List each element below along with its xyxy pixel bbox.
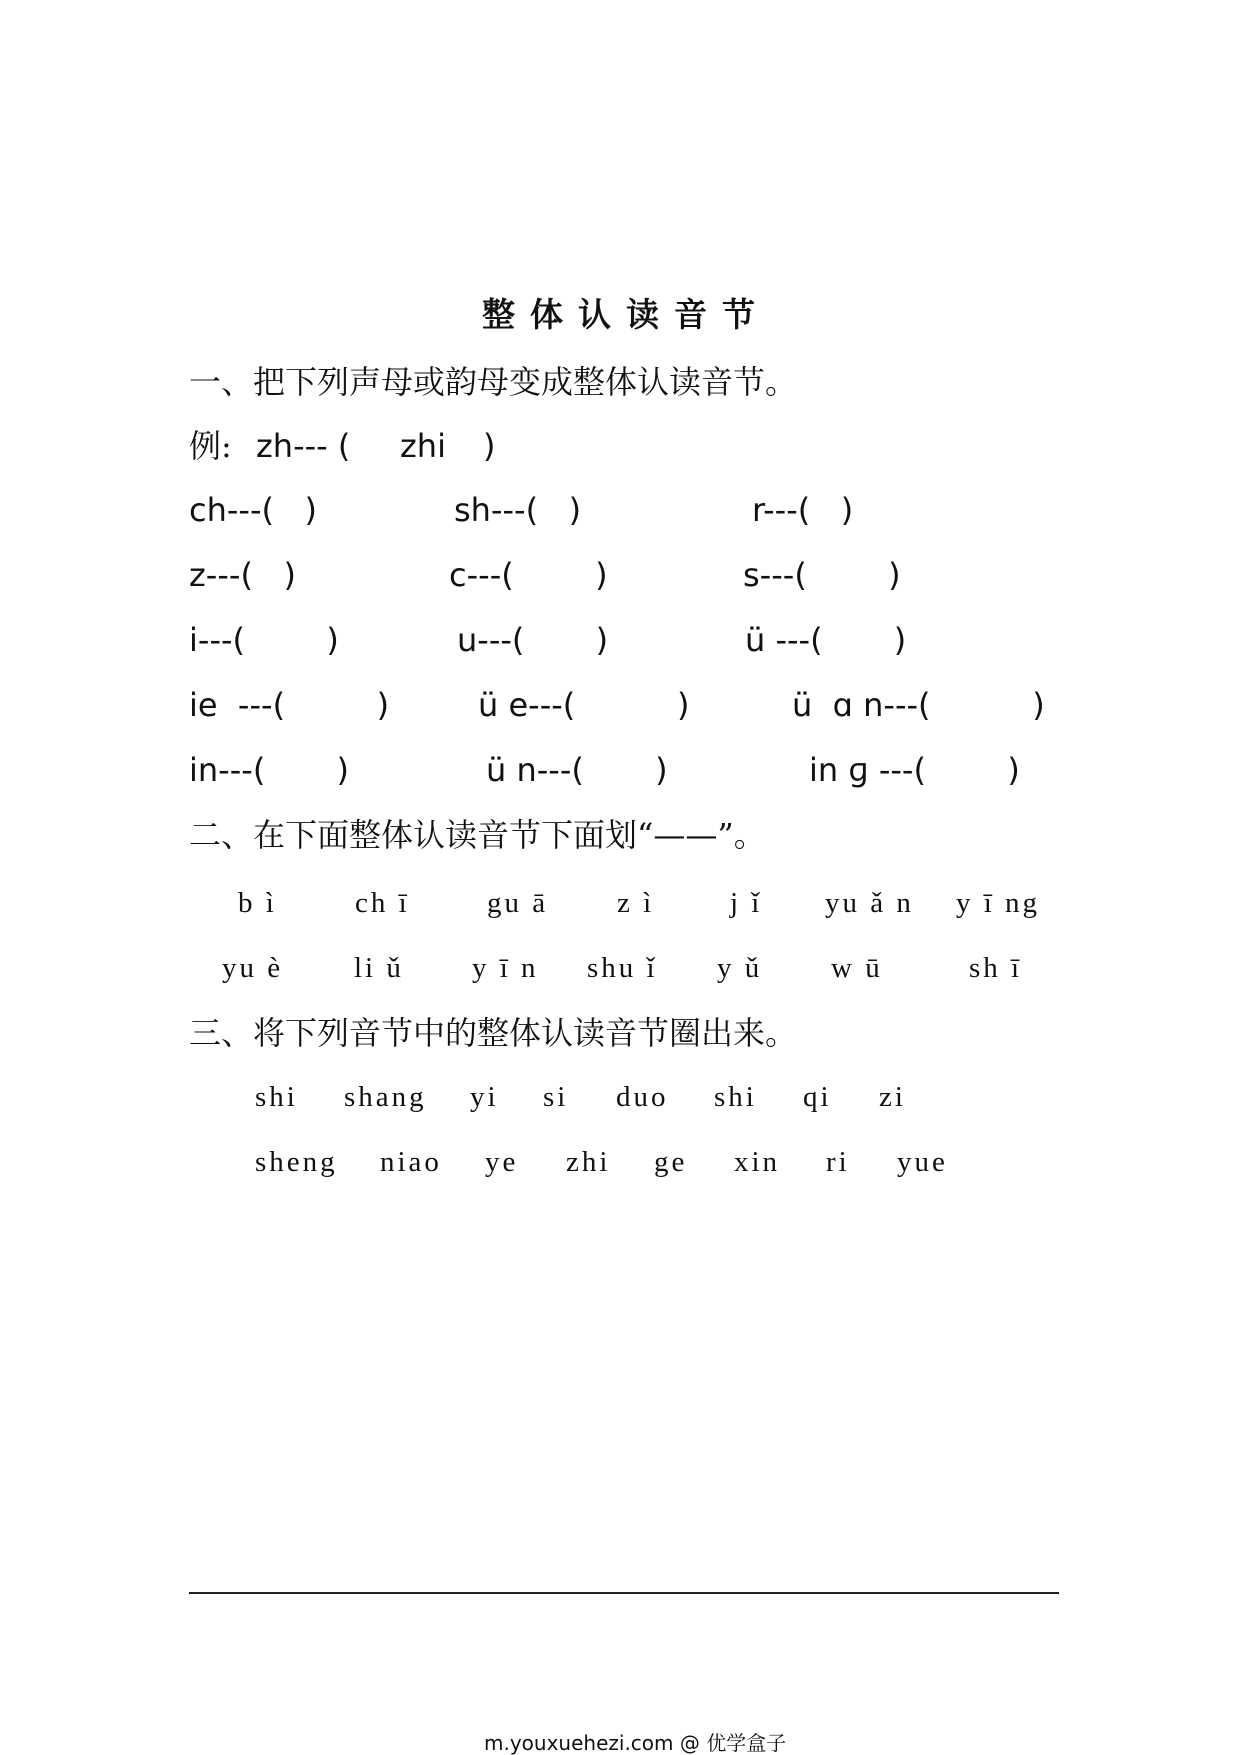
pinyin-syllable: ri — [826, 1146, 850, 1178]
exercise-item: ü ɑ n---( ) — [792, 686, 1045, 724]
pinyin-syllable: gu ā — [487, 887, 549, 919]
exercise-item: ch---( ) — [189, 491, 317, 529]
pinyin-syllable: sheng — [255, 1146, 338, 1178]
pinyin-syllable: yue — [897, 1146, 948, 1178]
pinyin-syllable: qi — [803, 1081, 832, 1113]
section-1-heading: 一、把下列声母或韵母变成整体认读音节。 — [189, 363, 798, 401]
page-title: 整体认读音节 — [482, 295, 770, 334]
exercise-item: ü n---( ) — [486, 751, 668, 789]
pinyin-syllable: zhi — [566, 1146, 611, 1178]
pinyin-syllable: shang — [344, 1081, 427, 1113]
example-item: zh--- ( — [256, 427, 351, 465]
footer-url: m.youxuehezi.com @ 优学盒子 — [484, 1731, 787, 1755]
exercise-item: in ɡ ---( ) — [809, 751, 1020, 789]
pinyin-syllable: sh ī — [969, 952, 1023, 984]
example-prefix: 例: — [189, 427, 232, 465]
pinyin-syllable: ch ī — [355, 887, 410, 919]
pinyin-syllable: j ǐ — [730, 887, 763, 919]
exercise-item: sh---( ) — [454, 491, 582, 529]
example-close: ) — [483, 427, 496, 465]
exercise-item: ü e---( ) — [478, 686, 690, 724]
pinyin-syllable: yi — [470, 1081, 499, 1113]
pinyin-syllable: niao — [380, 1146, 442, 1178]
exercise-item: i---( ) — [189, 621, 339, 659]
section-2-heading: 二、在下面整体认读音节下面划“——”。 — [189, 816, 766, 854]
example-answer: zhi — [400, 427, 446, 465]
exercise-item: r---( ) — [752, 491, 854, 529]
pinyin-syllable: yu ǎ n — [825, 887, 914, 919]
pinyin-syllable: li ǔ — [354, 952, 404, 984]
section-3-heading: 三、将下列音节中的整体认读音节圈出来。 — [189, 1014, 798, 1052]
pinyin-syllable: zi — [879, 1081, 906, 1113]
exercise-item: z---( ) — [189, 556, 296, 594]
bottom-divider — [189, 1592, 1059, 1594]
pinyin-syllable: y ī ng — [956, 887, 1041, 919]
pinyin-syllable: shi — [255, 1081, 298, 1113]
exercise-item: ie ---( ) — [189, 686, 390, 724]
pinyin-syllable: yu è — [222, 952, 284, 984]
pinyin-syllable: shu ǐ — [587, 952, 658, 984]
pinyin-syllable: y ǔ — [717, 952, 763, 984]
exercise-item: in---( ) — [189, 751, 349, 789]
pinyin-syllable: xin — [734, 1146, 781, 1178]
pinyin-syllable: y ī n — [472, 952, 539, 984]
exercise-item: ü ---( ) — [745, 621, 907, 659]
pinyin-syllable: b ì — [238, 887, 277, 919]
pinyin-syllable: z ì — [617, 887, 655, 919]
pinyin-syllable: ye — [485, 1146, 519, 1178]
exercise-item: u---( ) — [457, 621, 609, 659]
pinyin-syllable: shi — [714, 1081, 757, 1113]
exercise-item: s---( ) — [743, 556, 901, 594]
exercise-item: c---( ) — [449, 556, 608, 594]
pinyin-syllable: w ū — [831, 952, 883, 984]
pinyin-syllable: ge — [654, 1146, 688, 1178]
pinyin-syllable: si — [543, 1081, 569, 1113]
pinyin-syllable: duo — [616, 1081, 669, 1113]
